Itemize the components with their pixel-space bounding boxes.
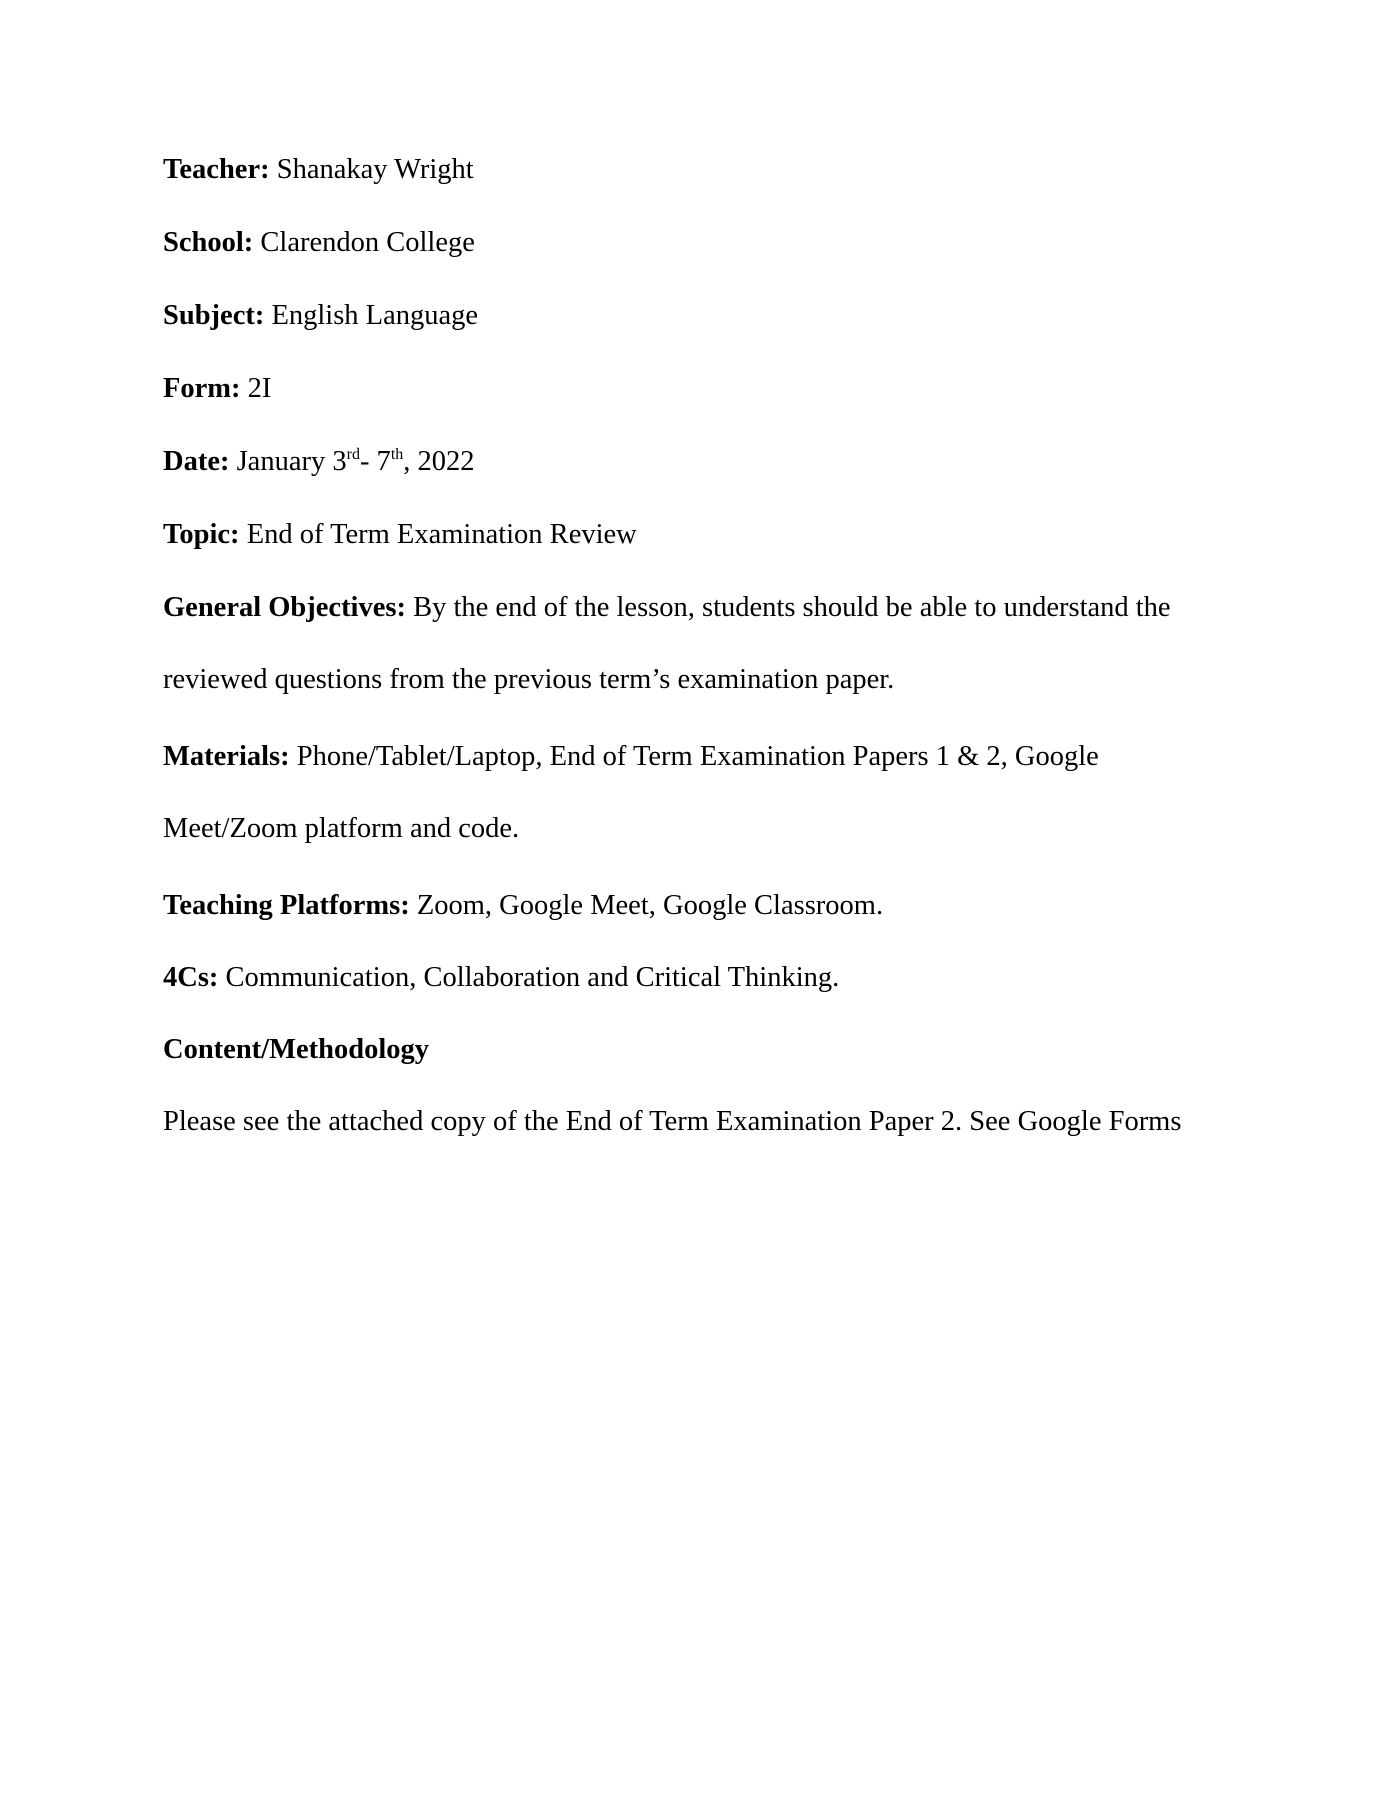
form-line [163,369,1243,409]
school-label: School: [163,227,254,258]
date-sup-2: th [390,446,404,463]
general-objectives-label: General Objectives: [163,592,406,623]
materials-text-1: Phone/Tablet/Laptop, End of Term Examination Papers 1 & 2, Google [296,741,1099,772]
subject-label: Subject: [163,300,265,331]
date-middle: - 7 [359,446,391,477]
teacher-value: Shanakay Wright [276,154,474,185]
four-cs-value: Communication, Collaboration and Critical Thinking. [225,962,840,993]
general-objectives-text-1: By the end of the lesson, students should be able to understand the [413,592,1171,623]
materials-text-2: Meet/Zoom platform and code. [163,813,520,844]
subject-value: English Language [271,300,479,331]
materials-line-1 [163,737,1243,777]
four-cs-line [163,958,1243,998]
four-cs-label: 4Cs: [163,962,219,993]
teaching-platforms-label: Teaching Platforms: [163,890,410,921]
topic-value: End of Term Examination Review [246,519,637,550]
subject-line [163,296,1243,336]
teacher-line [163,150,1243,190]
date-prefix: January 3 [236,446,347,477]
date-label: Date: [163,446,230,477]
form-value: 2I [247,373,272,404]
lesson-plan-content [163,150,1243,1142]
content-methodology-heading: Content/Methodology [163,1034,429,1065]
date-suffix: , 2022 [403,446,475,477]
teaching-platforms-value: Zoom, Google Meet, Google Classroom. [416,890,884,921]
date-line [163,442,1243,482]
date-value [237,446,475,477]
topic-label: Topic: [163,519,240,550]
school-value: Clarendon College [260,227,475,258]
materials-line-2 [163,809,1243,849]
content-methodology-text: Please see the attached copy of the End of Term Examination Paper 2. See Google Forms [163,1106,1182,1137]
teacher-label: Teacher: [163,154,270,185]
teaching-platforms-line [163,886,1243,926]
topic-line [163,515,1243,555]
form-label: Form: [163,373,241,404]
general-objectives-line-2 [163,660,1243,700]
general-objectives-line-1 [163,588,1243,628]
materials-label: Materials: [163,741,290,772]
school-line [163,223,1243,263]
general-objectives-text-2: reviewed questions from the previous term’s examination paper. [163,664,895,695]
date-sup-1: rd [346,446,360,463]
